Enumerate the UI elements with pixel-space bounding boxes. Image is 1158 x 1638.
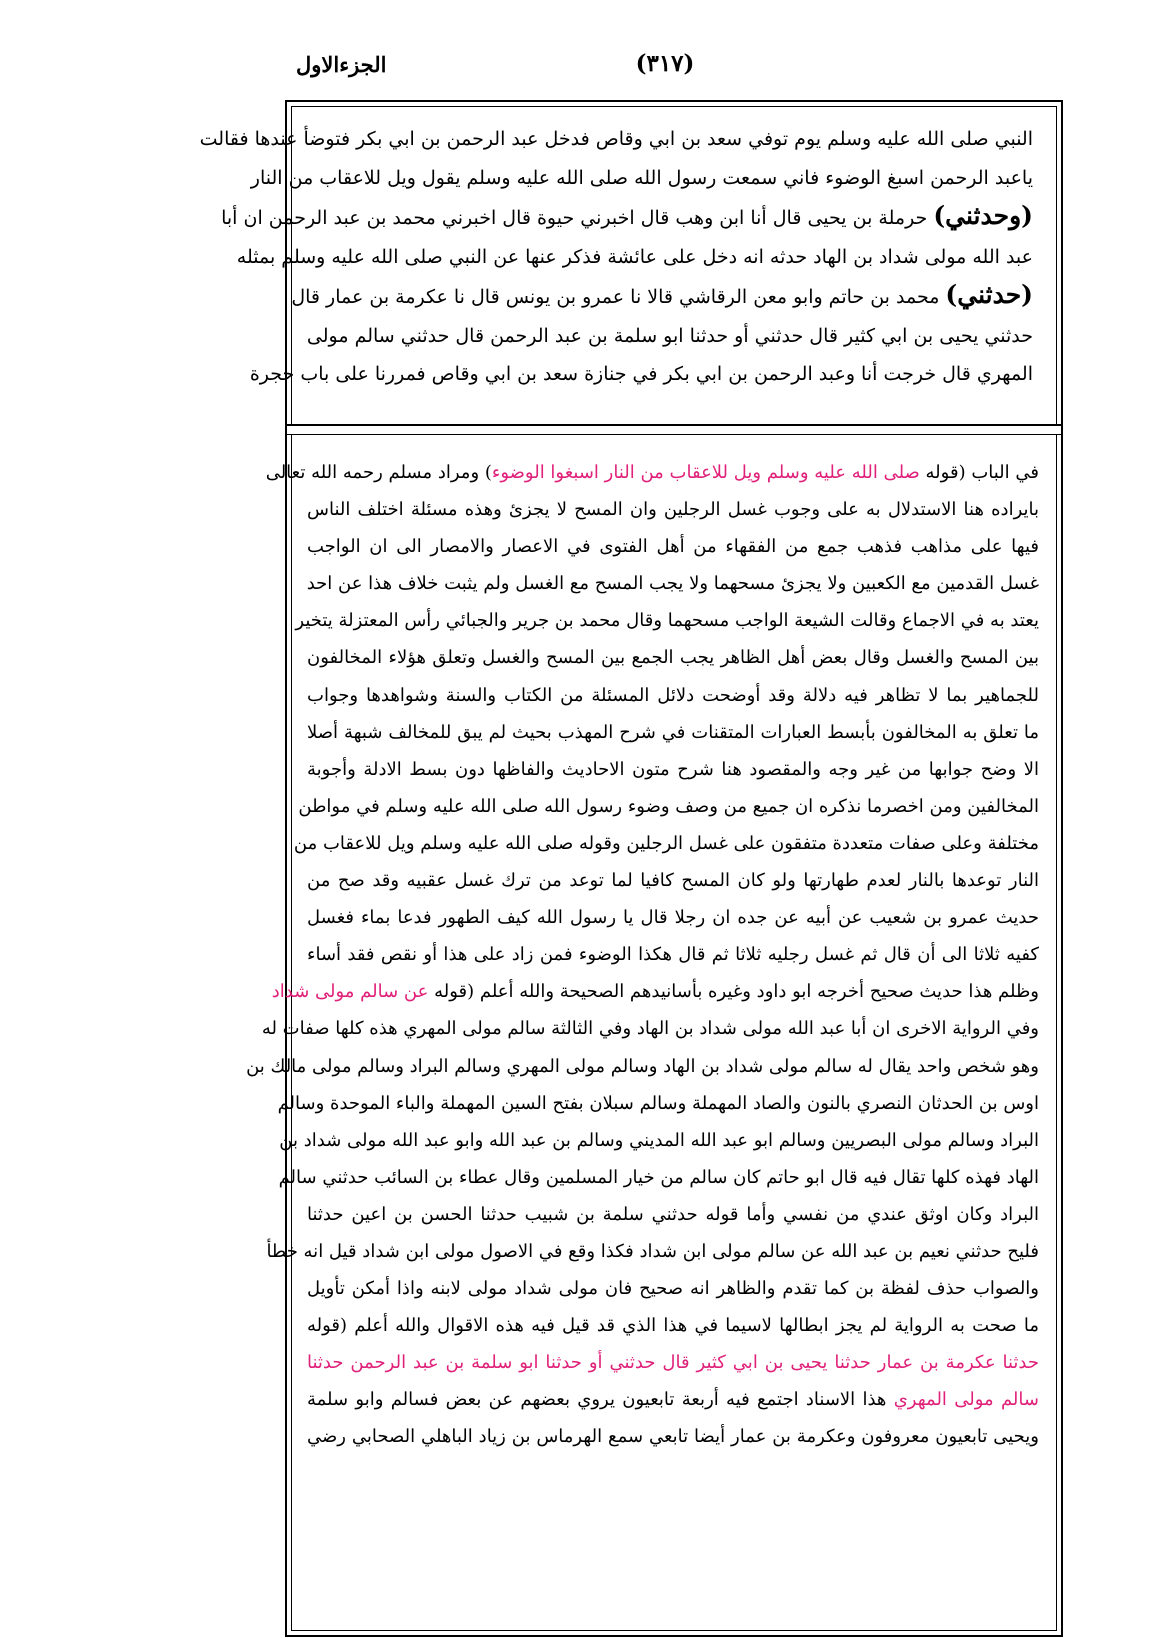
sharh-line bbox=[307, 1196, 1039, 1233]
text-run: حرملة بن يحيى قال أنا ابن وهب قال اخبرني حيوة قال اخبرني محمد بن عبد الرحمن ان أبا bbox=[221, 207, 934, 229]
matn-line bbox=[199, 120, 1033, 159]
sharh-line bbox=[307, 1344, 1039, 1381]
page-frame bbox=[199, 100, 1063, 1637]
text-run: في الباب (قوله bbox=[919, 462, 1039, 483]
sharh-line bbox=[277, 1085, 1039, 1122]
text-run: حدثني يحيى بن ابي كثير قال حدثني أو حدثنا ابو سلمة بن عبد الرحمن قال حدثني سالم مولى bbox=[306, 324, 1033, 347]
highlighted-quote: حدثنا عكرمة بن عمار حدثنا يحيى بن ابي كثير قال حدثني أو حدثنا ابو سلمة بن عبد الرحمن حدثنا bbox=[307, 1352, 1039, 1374]
text-run: فليح حدثني نعيم بن عبد الله عن سالم مولى ابن شداد فكذا وقع في الاصول مولى ابن شداد قيل انه خطأ bbox=[266, 1240, 1039, 1262]
text-run: المخالفين ومن اخصرما نذكره ان جميع من وصف وضوء رسول الله صلى الله عليه وسلم في مواطن bbox=[298, 795, 1039, 817]
sharh-line bbox=[265, 454, 1039, 491]
hadith-marker: (وحدثني) bbox=[933, 201, 1033, 230]
sharh-line bbox=[307, 936, 1039, 973]
text-run: البراد وسالم مولى البصريين وسالم ابو عبد الله المديني وسالم بن عبد الله وابو عبد الله مولى شداد بن bbox=[279, 1129, 1039, 1151]
text-run: ما صحت به الرواية لم يجز ابطالها لاسيما في هذا الذي قد قيل فيه هذه الاقوال والله أعلم (قوله bbox=[307, 1315, 1039, 1337]
text-run: ما تعلق به المخالفون بأبسط العبارات المتقنات في شرح المهذب بحيث لم يبق للمخالف شبهة أصلا bbox=[307, 721, 1039, 743]
text-run: ويحيى تابعيون معروفون وعكرمة بن عمار أيضا تابعي سمع الهرماس بن زياد الباهلي الصحابي رضي bbox=[307, 1426, 1039, 1448]
sharh-line bbox=[293, 825, 1039, 862]
text-run: وظلم هذا حديث صحيح أخرجه ابو داود وغيره بأسانيدهم الصحيحة والله أعلم (قوله bbox=[428, 981, 1039, 1003]
text-run: ) ومراد مسلم رحمه الله تعالى bbox=[265, 462, 492, 483]
matn-line bbox=[236, 238, 1033, 277]
sharh-line bbox=[307, 899, 1039, 936]
text-run: اوس بن الحدثان النصري بالنون والصاد المهملة وسالم سبلان بفتح السين المهملة والباء الموحدة وسالم bbox=[277, 1092, 1039, 1114]
sharh-line bbox=[307, 677, 1039, 714]
sharh-line bbox=[307, 1270, 1039, 1307]
sharh-line bbox=[307, 1307, 1039, 1344]
sharh-line bbox=[261, 1010, 1039, 1047]
sharh-line bbox=[298, 788, 1039, 825]
text-run: ياعبد الرحمن اسبغ الوضوء فاني سمعت رسول الله صلى الله عليه وسلم يقول ويل للاعقاب من النار bbox=[250, 166, 1033, 189]
sharh-line bbox=[307, 714, 1039, 751]
text-run: بين المسح والغسل وقال بعض أهل الظاهر يجب الجمع بين المسح والغسل وتعلق هؤلاء المخالفون bbox=[307, 647, 1039, 669]
sharh-commentary-block bbox=[246, 454, 1039, 1456]
sharh-line bbox=[307, 491, 1039, 528]
sharh-line bbox=[295, 602, 1039, 639]
sharh-line bbox=[307, 751, 1039, 788]
sharh-line bbox=[307, 1418, 1039, 1455]
text-run: محمد بن حاتم وابو معن الرقاشي قالا نا عمرو بن يونس قال نا عكرمة بن عمار قال bbox=[291, 286, 946, 308]
sharh-line bbox=[307, 565, 1039, 602]
text-run: وفي الرواية الاخرى ان أبا عبد الله مولى شداد بن الهاد وفي الثالثة سالم مولى المهري هذه كلها صفات له bbox=[261, 1018, 1039, 1040]
text-run: مختلفة وعلى صفات متعددة متفقون على غسل الرجلين وقوله صلى الله عليه وسلم ويل للاعقاب من bbox=[293, 832, 1039, 854]
text-run: وهو شخص واحد يقال له سالم مولى شداد بن الهاد وسالم مولى المهري وسالم البراد وسالم مولى مالك بن bbox=[246, 1055, 1039, 1077]
text-run: غسل القدمين مع الكعبين ولا يجزئ مسحهما ولا يجب المسح مع الغسل ولم يثبت خلاف هذا عن احد bbox=[306, 573, 1039, 595]
text-run: النبي صلى الله عليه وسلم يوم توفي سعد بن ابي وقاص فدخل عبد الرحمن بن ابي بكر فتوضأ عندها فقالت bbox=[199, 128, 1033, 150]
matn-line bbox=[291, 276, 1033, 317]
hadith-marker: (حدثني) bbox=[945, 280, 1033, 309]
sharh-line bbox=[307, 862, 1039, 899]
text-run: للجماهير بما لا تظاهر فيه دلالة وقد أوضحت دلائل المسئلة من الكتاب والسنة وشواهدها وجواب bbox=[307, 684, 1039, 706]
text-run: حديث عمرو بن شعيب عن أبيه عن جده ان رجلا قال يا رسول الله كيف الطهور فدعا بماء فغسل bbox=[307, 907, 1039, 929]
matn-line bbox=[221, 197, 1033, 238]
section-divider bbox=[287, 424, 1061, 435]
text-run: النار توعدها بالنار لعدم طهارتها ولو كان المسح كافيا لما توعد من ترك غسل عقبيه وقد صح من bbox=[307, 870, 1039, 892]
text-run: يعتد به في الاجماع وقالت الشيعة الواجب مسحهما وقال محمد بن جرير والجبائي رأس المعتزلة يتخير bbox=[295, 610, 1039, 632]
sharh-line bbox=[266, 1233, 1039, 1270]
sharh-line bbox=[279, 1122, 1039, 1159]
text-run: المهري قال خرجت أنا وعبد الرحمن بن ابي بكر في جنازة سعد بن ابي وقاص فمررنا على باب حجرة bbox=[249, 363, 1033, 385]
matn-line bbox=[250, 159, 1033, 198]
page-number: (٣١٧) bbox=[635, 50, 695, 77]
text-run: عبد الله مولى شداد بن الهاد حدثه انه دخل على عائشة فذكر عنها عن النبي صلى الله عليه وسلم بمثله bbox=[236, 245, 1033, 268]
sharh-line bbox=[271, 973, 1039, 1010]
highlighted-quote: سالم مولى المهري bbox=[893, 1389, 1039, 1411]
juz-label: الجزءالاول bbox=[296, 52, 387, 77]
text-run: البراد وكان اوثق عندي من نفسي وأما قوله حدثني سلمة بن شبيب حدثنا الحسن بن اعين حدثنا bbox=[307, 1203, 1039, 1225]
text-run: كفيه ثلاثا الى أن قال ثم غسل رجليه ثلاثا ثم قال هكذا الوضوء فمن زاد على هذا أو نقص فقد أساء bbox=[307, 944, 1039, 966]
sharh-line bbox=[278, 1159, 1039, 1196]
text-run: فيها على مذاهب فذهب جمع من الفقهاء من أهل الفتوى في الاعصار والامصار الى ان الواجب bbox=[307, 536, 1039, 558]
sharh-line bbox=[307, 1381, 1039, 1418]
text-run: الا وضح جوابها من غير وجه والمقصود هنا شرح متون الاحاديث والفاظها دون بسط الادلة وأجوبة bbox=[307, 758, 1039, 780]
sharh-line bbox=[246, 1048, 1039, 1085]
text-run: هذا الاسناد اجتمع فيه أربعة تابعيون يروي بعضهم عن بعض فسالم وابو سلمة bbox=[307, 1389, 894, 1411]
sharh-line bbox=[307, 528, 1039, 565]
text-run: بايراده هنا الاستدلال به على وجوب غسل الرجلين وان المسح لا يجزئ وهذه مسئلة اختلف الناس bbox=[307, 499, 1039, 521]
highlighted-quote: صلى الله عليه وسلم ويل للاعقاب من النار اسبغوا الوضوء bbox=[491, 462, 920, 483]
sharh-line bbox=[307, 639, 1039, 676]
matn-line bbox=[249, 355, 1033, 394]
matn-text-block bbox=[199, 120, 1033, 394]
text-run: والصواب حذف لفظة بن كما تقدم والظاهر انه صحيح فان مولى شداد مولى لابنه واذا أمكن تأويل bbox=[307, 1278, 1039, 1300]
text-run: الهاد فهذه كلها تقال فيه قال ابو حاتم كان سالم من خيار المسلمين وقال عطاء بن السائب حدثني سالم bbox=[278, 1166, 1039, 1188]
matn-line bbox=[306, 317, 1033, 356]
highlighted-quote: عن سالم مولى شداد bbox=[271, 981, 429, 1003]
